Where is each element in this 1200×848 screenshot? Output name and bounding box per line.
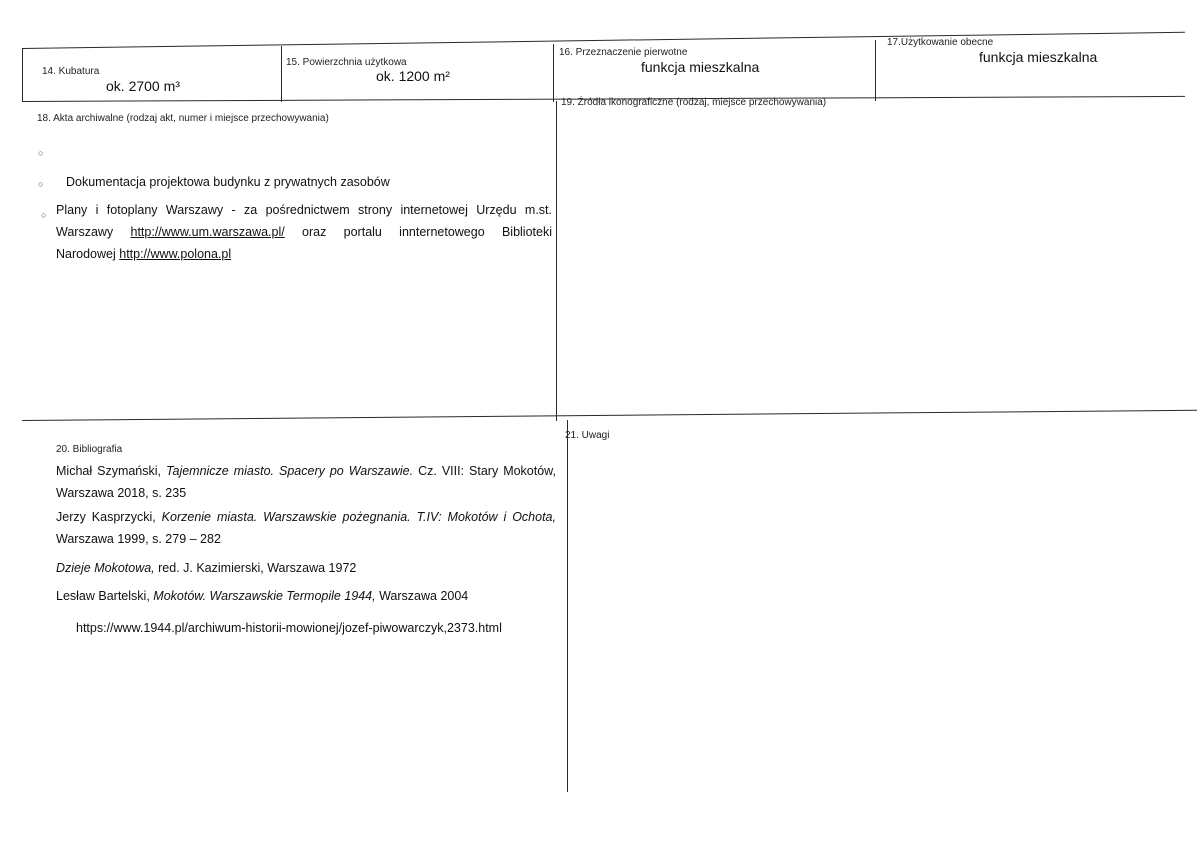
akta-item-2-text: Narodowej (56, 247, 116, 261)
powierzchnia-label: 15. Powierzchnia użytkowa (286, 57, 407, 68)
entry-author: Lesław Bartelski, (56, 589, 150, 603)
entry-title: Korzenie miasta. Warszawskie pożegnania. T.IV: Mokotów i Ochota, (161, 510, 556, 524)
entry-line-2: Warszawa 1999, s. 279 – 282 (56, 532, 221, 546)
akta-item-2-line-1: Plany i fotoplany Warszawy - za pośrednictwem strony internetowej Urzędu m.st. (56, 203, 552, 217)
bibliografia-entry-2 (56, 506, 556, 550)
left-border (22, 48, 23, 102)
entry-title: Mokotów. Warszawskie Termopile 1944, (153, 589, 376, 603)
entry-title: Tajemnicze miasto. Spacery po Warszawie. (166, 464, 414, 478)
bibliografia-entry-5: https://www.1944.pl/archiwum-historii-mowionej/jozef-piwowarczyk,2373.html (76, 621, 502, 635)
entry-rest: Cz. VIII: Stary Mokotów, (418, 464, 556, 478)
entry-author: Jerzy Kasprzycki, (56, 510, 156, 524)
bullet-icon: ○ (38, 148, 44, 158)
um-warszawa-link[interactable]: http://www.um.warszawa.pl/ (130, 225, 285, 239)
uzytkowanie-value: funkcja mieszkalna (979, 49, 1098, 65)
akta-item-2-line-3 (56, 243, 552, 265)
akta-label: 18. Akta archiwalne (rodzaj akt, numer i miejsce przechowywania) (37, 113, 329, 124)
kubatura-label: 14. Kubatura (42, 66, 100, 77)
bibliografia-entry-1 (56, 460, 556, 504)
row2-bottom-border (22, 410, 1197, 421)
przeznaczenie-value: funkcja mieszkalna (641, 59, 760, 75)
divider-16-17 (875, 40, 876, 101)
bibliografia-entry-4 (56, 585, 468, 607)
divider-15-16 (553, 44, 554, 102)
przeznaczenie-label: 16. Przeznaczenie pierwotne (559, 47, 688, 58)
entry-rest: red. J. Kazimierski, Warszawa 1972 (158, 561, 357, 575)
center-divider (556, 101, 557, 421)
bullet-icon: ○ (41, 210, 47, 220)
akta-item-2 (56, 199, 552, 265)
polona-link[interactable]: http://www.polona.pl (119, 247, 232, 261)
bullet-icon: ○ (38, 179, 44, 189)
akta-item-1: Dokumentacja projektowa budynku z prywatnych zasobów (66, 175, 390, 189)
akta-item-2-line-2 (56, 221, 552, 243)
entry-line-2: Warszawa 2018, s. 235 (56, 486, 187, 500)
uwagi-label: 21. Uwagi (565, 430, 610, 441)
akta-item-2-text: oraz portalu innternetowego Biblioteki (302, 225, 552, 239)
akta-item-2-text: Warszawy (56, 225, 114, 239)
uzytkowanie-label: 17.Użytkowanie obecne (887, 37, 994, 48)
kubatura-value: ok. 2700 m³ (106, 78, 180, 94)
bibliografia-label: 20. Bibliografia (56, 444, 123, 455)
bibliografia-entry-3 (56, 557, 356, 579)
powierzchnia-value: ok. 1200 m² (376, 68, 450, 84)
entry-author: Michał Szymański, (56, 464, 162, 478)
zrodla-label: 19. Źródła ikonograficzne (rodzaj, miejsce przechowywania) (561, 97, 827, 108)
entry-title: Dzieje Mokotowa, (56, 561, 155, 575)
center-divider-lower (567, 420, 568, 792)
entry-rest: Warszawa 2004 (379, 589, 469, 603)
divider-14-15 (281, 46, 282, 102)
